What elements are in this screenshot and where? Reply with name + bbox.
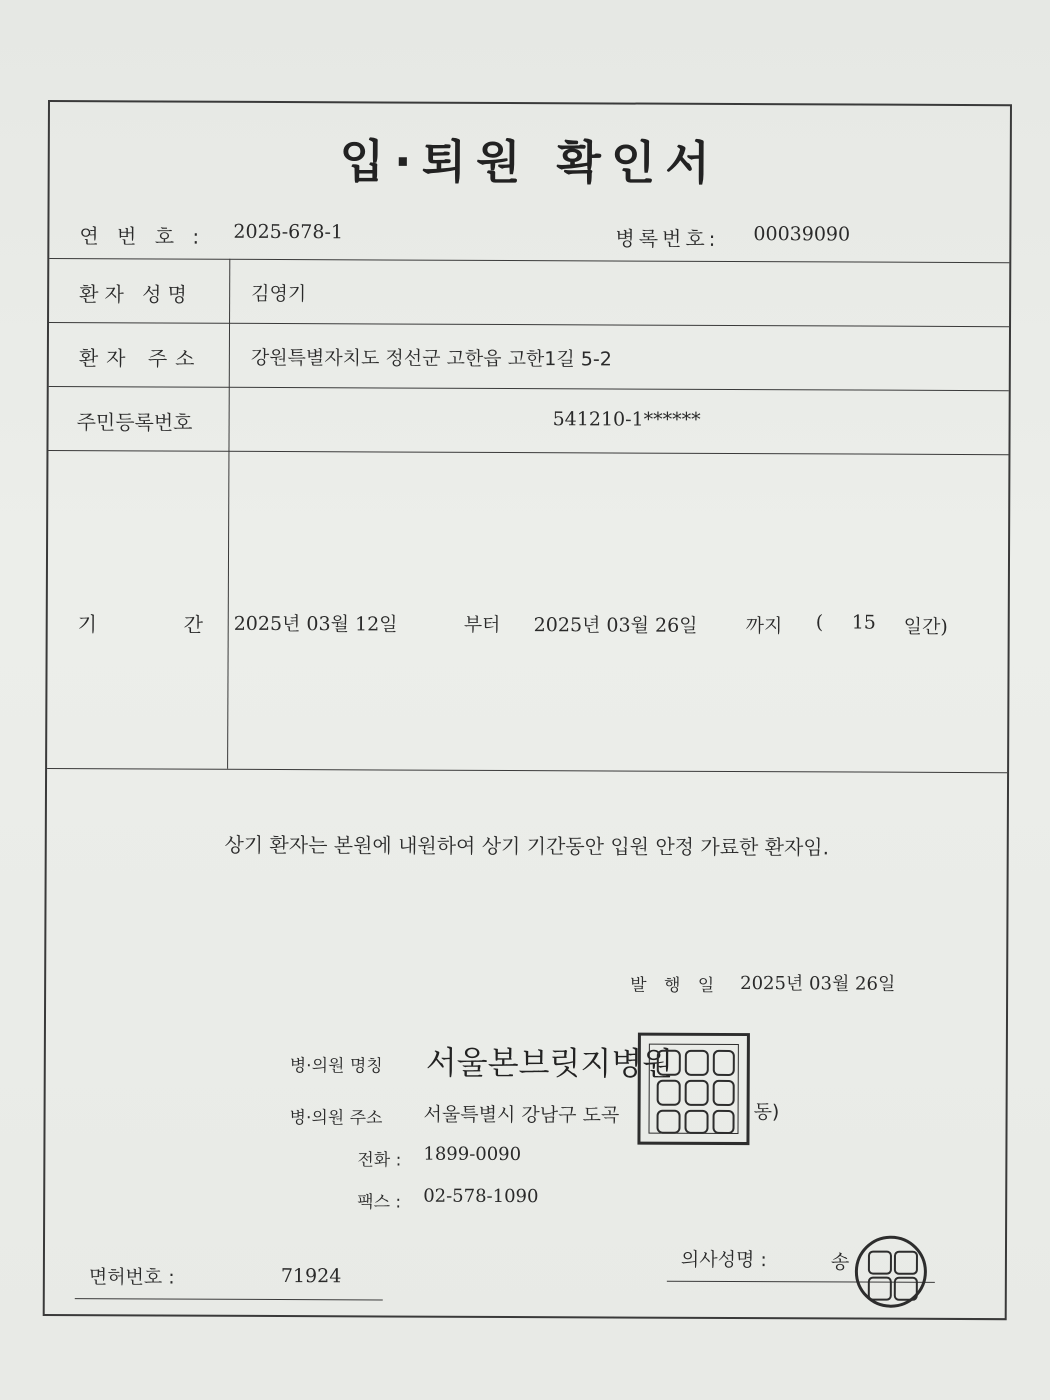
period-from-word: 부터 (463, 613, 501, 636)
license-number-label: 면허번호 : (88, 1266, 175, 1289)
period-days-suffix: 일간) (903, 615, 948, 638)
record-number-value: 00039090 (753, 223, 851, 246)
column-divider (227, 259, 230, 769)
table-top-border (49, 258, 1009, 263)
doctor-seal-stamp (855, 1236, 927, 1308)
hospital-address: 서울특별시 강남구 도곡 (423, 1103, 620, 1127)
period-start-date: 2025년 03월 12일 (233, 612, 398, 636)
resident-number-label: 주민등록번호 (76, 410, 193, 435)
row-divider (49, 386, 1009, 391)
period-open-paren: ( (815, 611, 824, 634)
resident-number-value: 541210-1****** (552, 408, 701, 431)
serial-number-label: 연 번 호 : (79, 224, 206, 249)
license-underline (75, 1298, 383, 1300)
period-label-right: 간 (183, 612, 210, 637)
fax-label: 팩스 : (357, 1192, 402, 1213)
doctor-name-label: 의사성명 : (680, 1248, 767, 1272)
issue-date-label: 발 행 일 (630, 975, 721, 996)
period-label-left: 기 (77, 612, 104, 637)
confirmation-form (43, 100, 1012, 1320)
patient-name-value: 김영기 (251, 282, 307, 306)
table-bottom-border (47, 768, 1007, 773)
doctor-name-partial: 송 (830, 1251, 850, 1274)
row-divider (49, 322, 1009, 327)
document-title: 입·퇴원 확인서 (339, 134, 720, 190)
row-divider (48, 450, 1008, 455)
issue-date-value: 2025년 03월 26일 (740, 973, 896, 995)
patient-address-value: 강원특별자치도 정선군 고한읍 고한1길 5-2 (250, 346, 612, 371)
period-end-date: 2025년 03월 26일 (533, 614, 698, 637)
patient-address-label: 환자 주소 (78, 346, 203, 371)
hospital-name: 서울본브릿지병원 (425, 1043, 674, 1083)
phone-label: 전화 : (357, 1150, 402, 1171)
hospital-seal-stamp (637, 1033, 749, 1145)
period-until-word: 까지 (745, 615, 783, 638)
license-number-value: 71924 (280, 1265, 342, 1288)
period-days: 15 (851, 611, 876, 634)
patient-name-label: 환자 성명 (79, 282, 193, 307)
phone-value: 1899-0090 (423, 1143, 522, 1166)
hospital-address-tail: 동) (753, 1101, 780, 1124)
serial-number-value: 2025-678-1 (233, 220, 344, 244)
confirmation-statement: 상기 환자는 본원에 내원하여 상기 기간동안 입원 안정 가료한 환자임. (224, 832, 830, 860)
fax-value: 02-578-1090 (423, 1185, 539, 1208)
record-number-label: 병록번호: (615, 226, 720, 251)
hospital-name-label: 병·의원 명칭 (289, 1056, 383, 1077)
hospital-address-label: 병·의원 주소 (289, 1108, 383, 1129)
